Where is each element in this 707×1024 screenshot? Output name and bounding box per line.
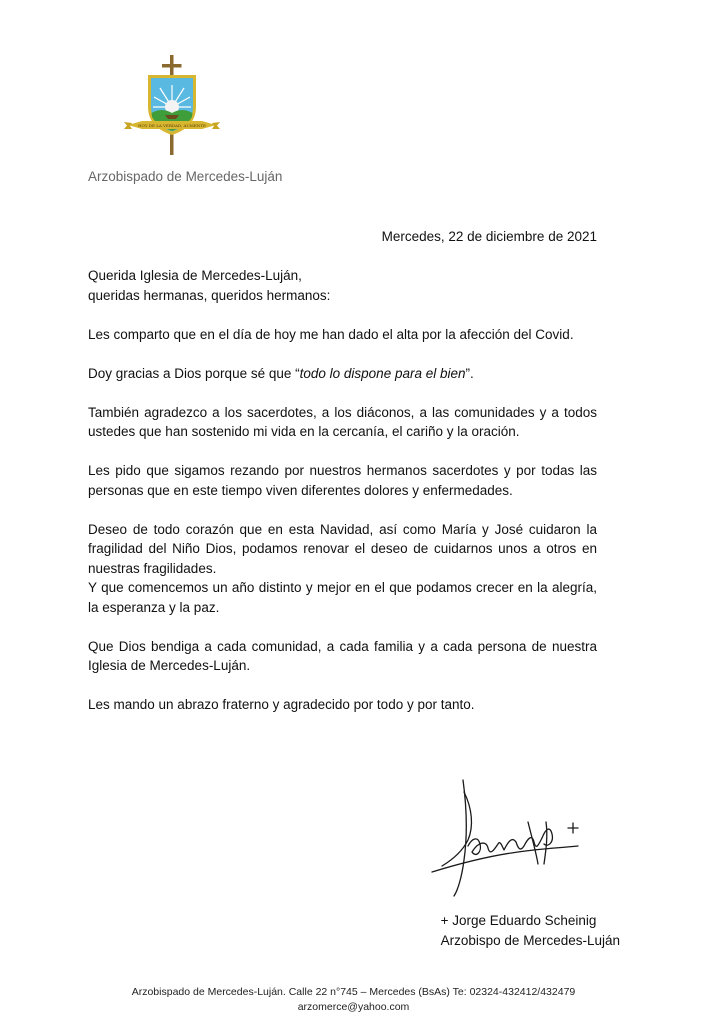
footer-email: arzomerce@yahoo.com bbox=[297, 1001, 410, 1013]
paragraph-1: Les comparto que en el día de hoy me han dado el alta por la afección del Covid. bbox=[88, 326, 574, 342]
greeting-line-2: queridas hermanas, queridos hermanos: bbox=[88, 287, 331, 303]
paragraph-7: Les mando un abrazo fraterno y agradecido por todo y por tanto. bbox=[88, 697, 475, 712]
signer-block bbox=[441, 911, 620, 950]
paragraph-3: También agradezco a los sacerdotes, a los diáconos, a las comunidades y a todos ustedes que han sostenido mi vida en la cercanía, el cariño y la oración. bbox=[88, 404, 597, 439]
paragraph-2-end: ”. bbox=[465, 365, 474, 381]
paragraph-2-quote: todo lo dispone para el bien bbox=[299, 365, 466, 381]
footer-address: Arzobispado de Mercedes-Luján. Calle 22 n°745 – Mercedes (BsAs) Te: 02324-432412/432479 bbox=[131, 986, 576, 998]
letter-date: Mercedes, 22 de diciembre de 2021 bbox=[381, 229, 597, 244]
paragraph-5-continuation: Y que comencemos un año distinto y mejor en el que podamos crecer en la alegría, la esperanza y la paz. bbox=[88, 580, 597, 615]
paragraph-5 bbox=[88, 520, 597, 618]
paragraph-5-text: Deseo de todo corazón que en esta Navidad, así como María y José cuidaron la fragilidad del Niño Dios, podamos renovar el deseo de cuidarnos unos a otros en nuestras fragilidades. bbox=[88, 521, 597, 576]
signer-title: Arzobispo de Mercedes-Luján bbox=[440, 932, 620, 948]
paragraph-2 bbox=[88, 364, 597, 384]
greeting-line-1: Querida Iglesia de Mercedes-Luján, bbox=[88, 268, 302, 283]
greeting bbox=[88, 266, 597, 305]
organization-name: Arzobispado de Mercedes-Luján bbox=[88, 169, 283, 184]
paragraph-4: Les pido que sigamos rezando por nuestros hermanos sacerdotes y por todas las personas que en este tiempo viven diferentes dolores y enfermedades. bbox=[88, 463, 597, 498]
paragraph-6: Que Dios bendiga a cada comunidad, a cada familia y a cada persona de nuestra Iglesia de Mercedes-Luján. bbox=[88, 638, 597, 673]
letterhead-footer bbox=[0, 985, 707, 1015]
crest-motto-text: HOY DE LA VERDAD, AUMENTE bbox=[138, 123, 206, 128]
paragraph-2-text: Doy gracias a Dios porque sé que “ bbox=[88, 365, 300, 381]
signer-name: + Jorge Eduardo Scheinig bbox=[440, 913, 597, 928]
letter-body bbox=[88, 266, 597, 734]
handwritten-signature bbox=[428, 772, 593, 902]
archdiocese-crest-logo bbox=[122, 55, 222, 157]
